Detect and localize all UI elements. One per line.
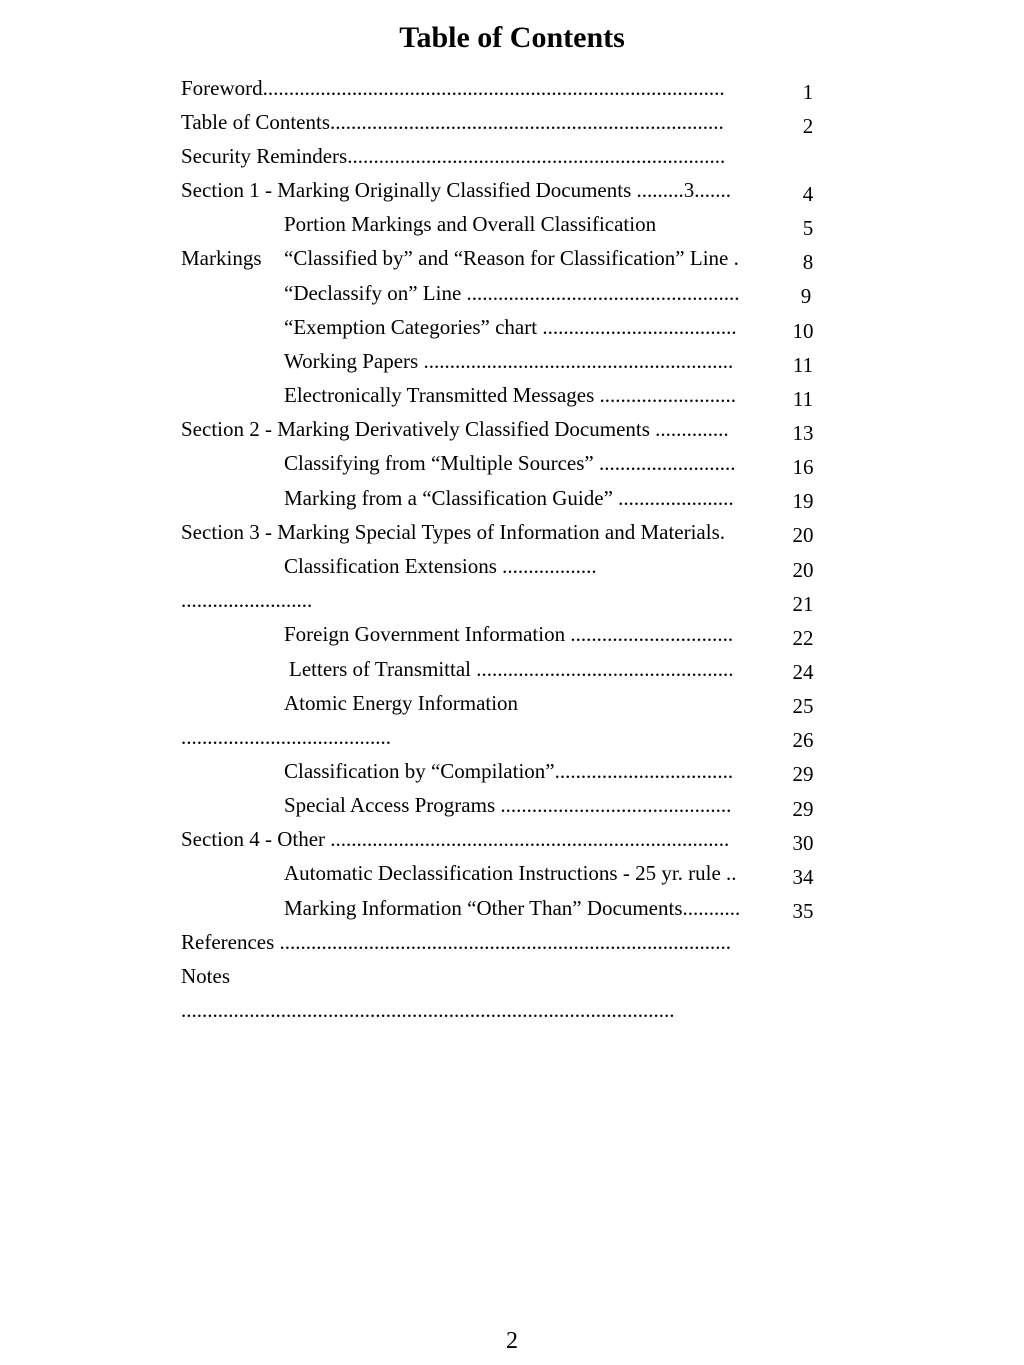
page-number: 13 — [792, 421, 814, 445]
toc-entry-classification-guide: Marking from a “Classification Guide” ...................... — [284, 486, 734, 510]
toc-entry-automatic-declassification: Automatic Declassification Instructions - 25 yr. rule .. — [284, 861, 737, 885]
toc-entry-foreign-government: Foreign Government Information ............................... — [284, 622, 734, 646]
page-number: 29 — [792, 797, 814, 821]
footer-page-number: 2 — [506, 1328, 518, 1354]
page-number: 2 — [802, 114, 814, 138]
toc-entry-classified-by: “Classified by” and “Reason for Classification” Line . — [284, 246, 739, 270]
page-number: 9 — [800, 284, 812, 308]
toc-entry-special-access: Special Access Programs ............................................ — [284, 793, 732, 817]
page-number: 10 — [792, 319, 814, 343]
toc-entry-working-papers: Working Papers ........................................................... — [284, 349, 734, 373]
toc-entry-notes: Notes — [181, 964, 230, 988]
page-number: 25 — [792, 694, 814, 718]
toc-entry-section-1: Section 1 - Marking Originally Classified Documents .........3....... — [181, 178, 732, 202]
toc-entry-markings-continuation: Markings — [181, 246, 262, 270]
toc-entry-atomic-energy: Atomic Energy Information — [284, 691, 519, 715]
page-number: 24 — [792, 660, 814, 684]
page-number: 21 — [792, 592, 814, 616]
toc-entry-table-of-contents: Table of Contents........................................................................... — [181, 110, 724, 134]
toc-entry-foreword: Foreword........................................................................................ — [181, 76, 725, 100]
toc-entry-security-reminders: Security Reminders........................................................................ — [181, 144, 726, 168]
page-title: Table of Contents — [399, 21, 625, 54]
toc-entry-other-than-documents: Marking Information “Other Than” Documents........... — [284, 896, 741, 920]
page-number: 8 — [802, 250, 814, 274]
toc-leader-continuation: .............................................................................................. — [181, 998, 675, 1022]
toc-entry-exemption-categories: “Exemption Categories” chart ..................................... — [284, 315, 737, 339]
page-number: 19 — [792, 489, 814, 513]
toc-entry-letters-of-transmittal: Letters of Transmittal ................................................. — [289, 657, 734, 681]
page-number: 22 — [792, 626, 814, 650]
toc-entry-declassify-on: “Declassify on” Line .................................................... — [284, 281, 740, 305]
page-number: 29 — [792, 762, 814, 786]
toc-entry-section-3: Section 3 - Marking Special Types of Information and Materials. — [181, 520, 726, 544]
toc-entry-multiple-sources: Classifying from “Multiple Sources” .......................... — [284, 451, 736, 475]
page-number: 20 — [792, 523, 814, 547]
page-number: 30 — [792, 831, 814, 855]
page-number: 11 — [792, 387, 814, 411]
toc-entry-compilation: Classification by “Compilation”.................................. — [284, 759, 734, 783]
page-number: 5 — [802, 216, 814, 240]
toc-leader-continuation: ......................... — [181, 588, 313, 612]
page-number: 4 — [802, 182, 814, 206]
page-number: 34 — [792, 865, 814, 889]
toc-entry-section-2: Section 2 - Marking Derivatively Classified Documents .............. — [181, 417, 729, 441]
page-number: 11 — [792, 353, 814, 377]
page-number: 16 — [792, 455, 814, 479]
toc-entry-references: References ...................................................................................... — [181, 930, 732, 954]
toc-entry-electronic-messages: Electronically Transmitted Messages .......................... — [284, 383, 737, 407]
page-number: 1 — [802, 80, 814, 104]
toc-entry-section-4: Section 4 - Other ............................................................................ — [181, 827, 730, 851]
page-number: 20 — [792, 558, 814, 582]
toc-entry-classification-extensions: Classification Extensions .................. — [284, 554, 597, 578]
page-number: 35 — [792, 899, 814, 923]
toc-leader-continuation: ........................................ — [181, 725, 391, 749]
toc-entry-portion-markings: Portion Markings and Overall Classification — [284, 212, 657, 236]
page-number: 26 — [792, 728, 814, 752]
